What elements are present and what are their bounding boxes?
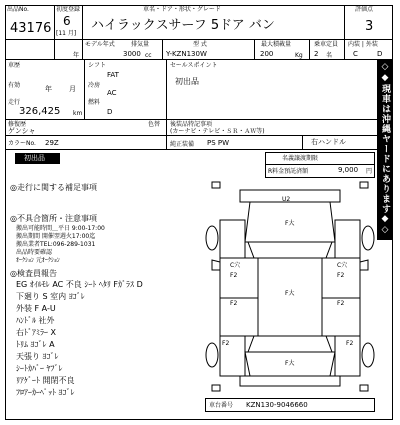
year-label: 初度登録	[56, 6, 81, 13]
load-value: 200	[260, 50, 274, 58]
damage-left-fender-hole: C穴	[230, 262, 241, 269]
color-code-label: カラーNo.	[8, 140, 36, 147]
month-value: [11 月]	[56, 30, 77, 37]
stock-label: 出品No.	[7, 6, 29, 13]
load-unit: Kg	[295, 52, 303, 59]
inspection-line: ｼｰﾄｶﾊﾞｰ ﾔﾌﾞﾚ	[16, 364, 63, 373]
transfer-deadline-label: 名義譲渡期限	[282, 155, 319, 162]
color-code-value: 29Z	[45, 139, 59, 147]
fuel-label: 燃料	[88, 99, 101, 106]
aftermarket-label: 後装品特記事項	[170, 121, 213, 128]
history-cell	[5, 120, 167, 136]
mileage-value: 326,425	[19, 106, 61, 117]
vin-value: KZN130-9046660	[246, 401, 308, 409]
color-code-cell	[5, 136, 167, 150]
inspection-line: ﾄﾘﾑ ﾖｺﾞﾚ A	[16, 340, 55, 349]
inspection-line: ﾌﾛｱｰｶｰﾍﾟｯﾄ ﾖｺﾞﾚ	[16, 388, 75, 397]
driving-notes-label: ◎走行に関する補足事項	[10, 183, 97, 192]
interior-exterior-cell	[345, 40, 393, 60]
inspection-line: ﾊﾝﾄﾞﾙ 社外	[16, 316, 55, 325]
contact-lines	[16, 225, 105, 265]
inspection-line: EG ｵｲﾙﾓﾚ AC 不良 ｼｰﾄ ﾍﾀﾘ Fｶﾞﾗｽ D	[16, 280, 143, 289]
defect-notes-label: ◎不具合箇所・注意事項	[10, 214, 97, 223]
type-label: 型 式	[193, 41, 207, 48]
load-cell	[255, 40, 310, 60]
first-listing-badge-text: 初出品	[24, 154, 45, 162]
damage-rear-gate: F大	[285, 360, 295, 367]
mileage-unit: km	[73, 110, 83, 117]
shift-label: シフト	[88, 62, 107, 69]
displacement-value: 3000	[123, 50, 141, 58]
model-year-label: モデル年式	[85, 41, 115, 48]
damage-front-bumper: U2	[282, 196, 291, 203]
vin-label: 車台番号	[209, 402, 234, 409]
fuel-value: D	[107, 108, 113, 116]
damage-left-rear-door: F2	[230, 300, 238, 307]
interior-exterior-label: 内装 | 外装	[348, 41, 378, 48]
equipment-value: PS PW	[207, 139, 230, 147]
capacity-label: 乗車定員	[314, 41, 339, 48]
model-cell	[83, 5, 345, 40]
inspection-line: ﾘｱｹﾞｰﾄ 開閉不良	[16, 376, 75, 385]
contact-line: 搬出可能時間＿平日 9:00-17:00	[16, 225, 105, 232]
contact-line: 搬出期間 開催翌週火17:00迄	[16, 233, 96, 240]
period-year: 年	[45, 85, 52, 93]
color-change-label: 色替	[148, 121, 161, 128]
ac-value: AC	[107, 89, 117, 97]
contact-line: 搬出業者TEL:096-289-1031	[16, 241, 96, 248]
grade-label: 評価点	[355, 6, 374, 13]
year-unit: 年	[73, 52, 80, 59]
damage-left-quarter: F2	[222, 340, 230, 347]
contact-line: 出品時要確認	[16, 249, 53, 256]
capacity-unit: 名	[326, 52, 333, 59]
side-banner-text: ◇◆現車は沖縄ヤードにあります◆◇	[380, 62, 390, 236]
load-label: 最大積載量	[261, 41, 292, 48]
interior-value: C	[353, 50, 358, 58]
model-value: ハイラックスサーフ 5ドア バン	[91, 18, 275, 33]
grade-value: 3	[365, 19, 374, 34]
damage-right-front-door: F2	[337, 272, 345, 279]
color-history-cell	[5, 60, 85, 120]
handle-value: 右ハンドル	[311, 138, 346, 146]
stock-lower-cell	[5, 40, 55, 60]
period-label: 有効	[8, 82, 21, 89]
type-value: Y-KZN130W	[166, 50, 207, 58]
displacement-unit: cc	[145, 52, 152, 59]
recycle-row-1	[266, 153, 374, 165]
shift-cell	[85, 60, 167, 120]
period-month: 月	[69, 85, 76, 93]
aftermarket-sub: (カーナビ・テレビ・ＳＲ・ＡＷ等)	[170, 128, 265, 135]
inspection-label: ◎検査員報告	[10, 269, 57, 278]
equipment-label: 純正装備	[170, 141, 195, 148]
damage-right-rear-door: F2	[337, 300, 345, 307]
damage-left-front-door: F2	[230, 272, 238, 279]
cc-label-cell	[55, 40, 83, 60]
first-listing-badge	[15, 153, 60, 164]
grade-cell	[345, 5, 393, 40]
shift-value: FAT	[107, 71, 119, 79]
vin-box	[205, 398, 375, 412]
type-cell	[163, 40, 255, 60]
inspection-line: 右ﾄﾞｱﾐﾗｰ X	[16, 328, 57, 337]
model-label: 車名・ドア・形状・グレード	[143, 6, 221, 13]
damage-right-quarter: F2	[346, 340, 354, 347]
inspection-lines	[16, 279, 143, 399]
mileage-label: 走行	[8, 99, 21, 106]
displacement-label: 排気量	[131, 41, 150, 48]
damage-roof: F大	[285, 290, 295, 297]
capacity-value: 2	[314, 50, 319, 58]
exterior-value: D	[377, 50, 383, 58]
year-value: 6	[63, 14, 71, 28]
history-label: 修復歴	[8, 121, 27, 128]
sales-point-label: セールスポイント	[170, 62, 218, 69]
recycle-box	[265, 152, 375, 178]
recycle-fee-unit: 円	[366, 168, 373, 175]
sales-point-cell	[167, 60, 377, 120]
inspection-line: 外装 F A-U	[16, 304, 56, 313]
capacity-cell	[310, 40, 345, 60]
year-cell	[55, 5, 83, 40]
displacement-cell	[83, 40, 163, 60]
stock-number: 43176	[10, 21, 52, 36]
color-history-label: 車歴	[8, 62, 21, 69]
damage-right-fender-hole: C穴	[337, 262, 348, 269]
inspection-line: 天張り ﾖｺﾞﾚ	[16, 352, 59, 361]
damage-hood: F大	[285, 220, 295, 227]
stock-cell	[5, 5, 55, 40]
recycle-fee-value: 9,000	[338, 166, 359, 174]
sales-point-value: 初出品	[175, 77, 199, 86]
recycle-fee-label: R料金預託済額	[268, 168, 309, 175]
contact-line: ｵｰｸｼｮﾝ 元ｵｰｸｼｮﾝ	[16, 257, 60, 264]
history-value: ゲンシャ	[8, 127, 36, 135]
handle-cell	[302, 136, 377, 150]
inspection-line: 下廻り S 室内 ﾖｺﾞﾚ	[16, 292, 85, 301]
equipment-cell	[167, 120, 377, 150]
ac-label: 冷房	[88, 82, 101, 89]
